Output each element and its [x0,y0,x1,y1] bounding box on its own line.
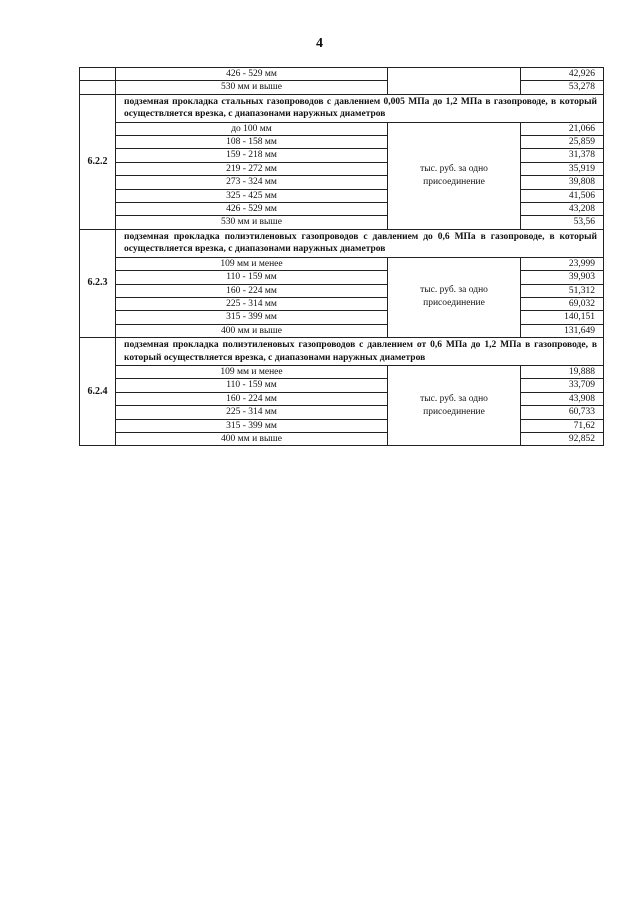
price-value: 35,919 [521,162,604,175]
table-row [80,406,604,419]
unit-cell: тыс. руб. за одно присоединение [388,257,521,337]
price-value: 51,312 [521,284,604,297]
diameter-range: 108 - 158 мм [116,136,388,149]
price-value: 53,56 [521,216,604,229]
price-value: 140,151 [521,311,604,324]
table-row [80,271,604,284]
tariff-table [79,67,604,446]
table-row [80,284,604,297]
table-row [80,81,604,94]
price-value: 39,808 [521,176,604,189]
diameter-range: 426 - 529 мм [116,203,388,216]
diameter-range: 315 - 399 мм [116,311,388,324]
price-value: 131,649 [521,324,604,337]
price-value: 69,032 [521,297,604,310]
page-number: 4 [316,36,323,51]
price-value: 53,278 [521,81,604,94]
price-value: 92,852 [521,432,604,445]
section-header-row [80,229,604,257]
section-description: подземная прокладка полиэтиленовых газопроводов с давлением до 0,6 МПа в газопроводе, в который осуществляется врезка, с диапазонами наружных диаметров [116,229,604,257]
diameter-range: 530 мм и выше [116,216,388,229]
diameter-range: 160 - 224 мм [116,284,388,297]
table-row [80,365,604,378]
table-row [80,297,604,310]
section-description: подземная прокладка стальных газопроводов с давлением 0,005 МПа до 1,2 МПа в газопроводе, в который осуществляется врезка, с диапазонами наружных диаметров [116,94,604,122]
code-cell [80,68,116,81]
table-row [80,257,604,270]
diameter-range: 109 мм и менее [116,257,388,270]
table-row [80,432,604,445]
section-description: подземная прокладка полиэтиленовых газопроводов с давлением от 0,6 МПа до 1,2 МПа в газопроводе, в который осуществляется врезка, с диапазонами наружных диаметров [116,338,604,366]
price-value: 41,506 [521,189,604,202]
table-row [80,203,604,216]
price-value: 23,999 [521,257,604,270]
diameter-range: 159 - 218 мм [116,149,388,162]
table-row [80,122,604,135]
diameter-range: 325 - 425 мм [116,189,388,202]
table-row [80,162,604,175]
diameter-range: 273 - 324 мм [116,176,388,189]
section-code: 6.2.3 [80,229,116,337]
table-row [80,324,604,337]
diameter-range: 109 мм и менее [116,365,388,378]
diameter-range: 225 - 314 мм [116,297,388,310]
table-row [80,136,604,149]
code-cell [80,81,116,94]
diameter-range: 110 - 159 мм [116,271,388,284]
price-value: 33,709 [521,379,604,392]
diameter-range: 160 - 224 мм [116,392,388,405]
price-value: 71,62 [521,419,604,432]
table-row [80,419,604,432]
table-row [80,176,604,189]
price-value: 60,733 [521,406,604,419]
diameter-range: до 100 мм [116,122,388,135]
price-value: 39,903 [521,271,604,284]
diameter-range: 315 - 399 мм [116,419,388,432]
price-value: 43,208 [521,203,604,216]
diameter-range: 530 мм и выше [116,81,388,94]
section-header-row [80,338,604,366]
diameter-range: 400 мм и выше [116,432,388,445]
diameter-range: 219 - 272 мм [116,162,388,175]
section-code: 6.2.4 [80,338,116,446]
table-row [80,392,604,405]
section-header-row [80,94,604,122]
table-row [80,216,604,229]
table-row [80,379,604,392]
unit-cell [388,68,521,95]
unit-cell: тыс. руб. за одно присоединение [388,365,521,445]
price-value: 21,066 [521,122,604,135]
diameter-range: 110 - 159 мм [116,379,388,392]
table-row [80,68,604,81]
table-row [80,311,604,324]
price-value: 43,908 [521,392,604,405]
price-value: 42,926 [521,68,604,81]
diameter-range: 225 - 314 мм [116,406,388,419]
price-value: 31,378 [521,149,604,162]
price-value: 25,859 [521,136,604,149]
unit-cell: тыс. руб. за одно присоединение [388,122,521,229]
table-row [80,189,604,202]
price-value: 19,888 [521,365,604,378]
diameter-range: 426 - 529 мм [116,68,388,81]
diameter-range: 400 мм и выше [116,324,388,337]
table-row [80,149,604,162]
section-code: 6.2.2 [80,94,116,229]
